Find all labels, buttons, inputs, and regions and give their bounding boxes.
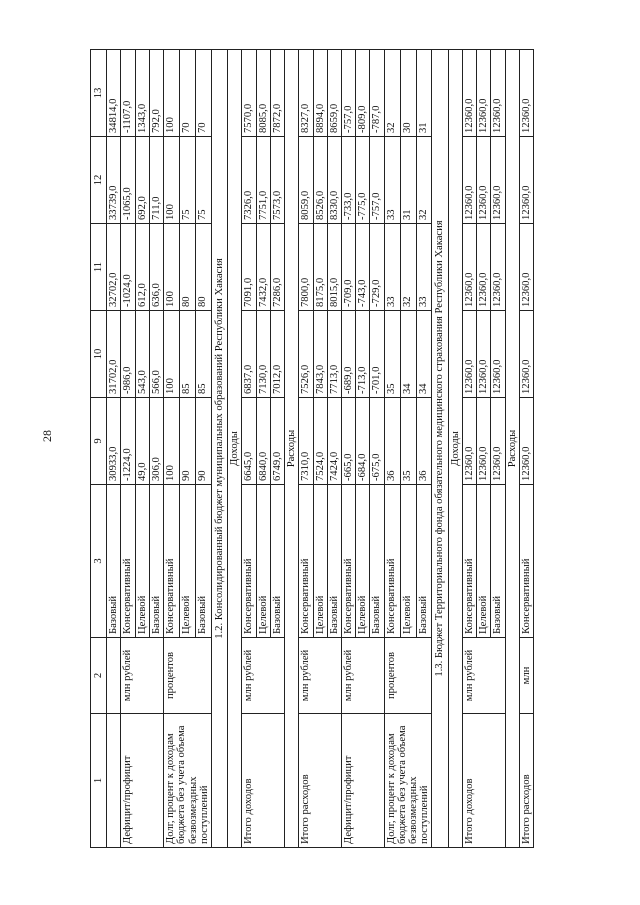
scenario-label: Базовый bbox=[491, 485, 505, 638]
scenario-label: Целевой bbox=[135, 485, 149, 638]
table-row bbox=[519, 50, 533, 848]
value-cell: 12360,0 bbox=[491, 137, 505, 224]
value-cell: 7800,0 bbox=[299, 224, 313, 311]
value-cell: 75 bbox=[180, 137, 196, 224]
indicator-label bbox=[107, 714, 121, 848]
value-cell: 34 bbox=[400, 311, 416, 398]
value-cell: 6645,0 bbox=[242, 398, 256, 485]
page-number: 28 bbox=[40, 430, 54, 442]
scenario-label: Базовый bbox=[416, 485, 432, 638]
unit-label: процентов bbox=[164, 638, 212, 714]
scenario-label: Консервативный bbox=[384, 485, 400, 638]
subsection-row bbox=[228, 50, 242, 848]
value-cell: 33 bbox=[384, 224, 400, 311]
value-cell: 566,0 bbox=[149, 311, 163, 398]
value-cell: 7872,0 bbox=[270, 50, 284, 137]
value-cell: 12360,0 bbox=[519, 311, 533, 398]
value-cell: 12360,0 bbox=[491, 224, 505, 311]
value-cell: 8330,0 bbox=[327, 137, 341, 224]
value-cell: 7526,0 bbox=[299, 311, 313, 398]
subsection-title: Доходы bbox=[448, 50, 462, 848]
value-cell: 31702,0 bbox=[107, 311, 121, 398]
unit-label: млн рублей bbox=[462, 638, 505, 714]
value-cell: 32 bbox=[384, 50, 400, 137]
column-header: 3 bbox=[91, 485, 107, 638]
value-cell: 7570,0 bbox=[242, 50, 256, 137]
value-cell: 12360,0 bbox=[519, 50, 533, 137]
value-cell: 792,0 bbox=[149, 50, 163, 137]
value-cell: -775,0 bbox=[356, 137, 370, 224]
value-cell: 90 bbox=[180, 398, 196, 485]
scenario-label: Целевой bbox=[356, 485, 370, 638]
value-cell: -743,0 bbox=[356, 224, 370, 311]
value-cell: -809,0 bbox=[356, 50, 370, 137]
value-cell: 7310,0 bbox=[299, 398, 313, 485]
value-cell: 8175,0 bbox=[313, 224, 327, 311]
value-cell: 49,0 bbox=[135, 398, 149, 485]
table-row bbox=[107, 50, 121, 848]
value-cell: 7326,0 bbox=[242, 137, 256, 224]
value-cell: 70 bbox=[196, 50, 212, 137]
column-header: 11 bbox=[91, 224, 107, 311]
scenario-label: Базовый bbox=[370, 485, 384, 638]
value-cell: 12360,0 bbox=[477, 224, 491, 311]
scenario-label: Консервативный bbox=[519, 485, 533, 638]
value-cell: -729,0 bbox=[370, 224, 384, 311]
value-cell: 34814,0 bbox=[107, 50, 121, 137]
value-cell: 32702,0 bbox=[107, 224, 121, 311]
column-header: 10 bbox=[91, 311, 107, 398]
value-cell: -1107,0 bbox=[121, 50, 135, 137]
value-cell: 7713,0 bbox=[327, 311, 341, 398]
value-cell: 33739,0 bbox=[107, 137, 121, 224]
unit-label: млн рублей bbox=[121, 638, 164, 714]
value-cell: -1224,0 bbox=[121, 398, 135, 485]
scenario-label: Базовый bbox=[107, 485, 121, 638]
value-cell: -986,0 bbox=[121, 311, 135, 398]
scenario-label: Целевой bbox=[180, 485, 196, 638]
value-cell: 8659,0 bbox=[327, 50, 341, 137]
unit-label: млн рублей bbox=[299, 638, 342, 714]
value-cell: 31 bbox=[416, 50, 432, 137]
value-cell: -1024,0 bbox=[121, 224, 135, 311]
subsection-row bbox=[448, 50, 462, 848]
indicator-label: Итого расходов bbox=[299, 714, 342, 848]
table-row bbox=[341, 50, 355, 848]
value-cell: 30 bbox=[400, 50, 416, 137]
value-cell: 8085,0 bbox=[256, 50, 270, 137]
value-cell: 85 bbox=[180, 311, 196, 398]
value-cell: 7012,0 bbox=[270, 311, 284, 398]
indicator-label: Дефицит/профицит bbox=[341, 714, 384, 848]
section-title: 1.3. Бюджет Территориального фонда обязательного медицинского страхования Республики Хакасия bbox=[432, 50, 448, 848]
column-header: 13 bbox=[91, 50, 107, 137]
value-cell: -757,0 bbox=[341, 50, 355, 137]
value-cell: 12360,0 bbox=[519, 398, 533, 485]
subsection-row bbox=[285, 50, 299, 848]
scenario-label: Базовый bbox=[149, 485, 163, 638]
value-cell: 100 bbox=[164, 224, 180, 311]
scenario-label: Базовый bbox=[327, 485, 341, 638]
value-cell: 100 bbox=[164, 398, 180, 485]
section-title: 1.2. Консолидированный бюджет муниципальных образований Республики Хакасия bbox=[211, 50, 227, 848]
value-cell: 7751,0 bbox=[256, 137, 270, 224]
value-cell: 8015,0 bbox=[327, 224, 341, 311]
forecast-table bbox=[90, 49, 534, 848]
value-cell: -733,0 bbox=[341, 137, 355, 224]
value-cell: 6837,0 bbox=[242, 311, 256, 398]
value-cell: 711,0 bbox=[149, 137, 163, 224]
value-cell: -1065,0 bbox=[121, 137, 135, 224]
value-cell: 12360,0 bbox=[519, 137, 533, 224]
value-cell: -701,0 bbox=[370, 311, 384, 398]
value-cell: 1343,0 bbox=[135, 50, 149, 137]
subsection-title: Расходы bbox=[285, 50, 299, 848]
value-cell: 100 bbox=[164, 311, 180, 398]
section-row bbox=[432, 50, 448, 848]
value-cell: 8894,0 bbox=[313, 50, 327, 137]
scenario-label: Базовый bbox=[270, 485, 284, 638]
table-row bbox=[164, 50, 180, 848]
indicator-label: Итого доходов bbox=[462, 714, 505, 848]
value-cell: 12360,0 bbox=[462, 137, 476, 224]
value-cell: 31 bbox=[400, 137, 416, 224]
value-cell: 33 bbox=[384, 137, 400, 224]
value-cell: 36 bbox=[416, 398, 432, 485]
indicator-label: Долг, процент к доходам бюджета без учета объема безвозмездных поступлений bbox=[164, 714, 212, 848]
value-cell: -709,0 bbox=[341, 224, 355, 311]
value-cell: 70 bbox=[180, 50, 196, 137]
value-cell: 7130,0 bbox=[256, 311, 270, 398]
scenario-label: Консервативный bbox=[242, 485, 256, 638]
value-cell: 7573,0 bbox=[270, 137, 284, 224]
subsection-row bbox=[505, 50, 519, 848]
value-cell: 12360,0 bbox=[491, 398, 505, 485]
indicator-label: Дефицит/профицит bbox=[121, 714, 164, 848]
value-cell: -665,0 bbox=[341, 398, 355, 485]
scenario-label: Целевой bbox=[477, 485, 491, 638]
value-cell: -713,0 bbox=[356, 311, 370, 398]
value-cell: 32 bbox=[416, 137, 432, 224]
header-row bbox=[91, 50, 107, 848]
table-row bbox=[299, 50, 313, 848]
value-cell: 12360,0 bbox=[462, 398, 476, 485]
value-cell: 7524,0 bbox=[313, 398, 327, 485]
value-cell: 7432,0 bbox=[256, 224, 270, 311]
scenario-label: Целевой bbox=[256, 485, 270, 638]
value-cell: 80 bbox=[196, 224, 212, 311]
value-cell: 12360,0 bbox=[462, 50, 476, 137]
value-cell: 90 bbox=[196, 398, 212, 485]
unit-label: млн рублей bbox=[242, 638, 285, 714]
scenario-label: Целевой bbox=[313, 485, 327, 638]
value-cell: 692,0 bbox=[135, 137, 149, 224]
value-cell: -757,0 bbox=[370, 137, 384, 224]
value-cell: 306,0 bbox=[149, 398, 163, 485]
value-cell: 6840,0 bbox=[256, 398, 270, 485]
value-cell: 33 bbox=[416, 224, 432, 311]
value-cell: 12360,0 bbox=[462, 224, 476, 311]
value-cell: 100 bbox=[164, 137, 180, 224]
value-cell: 8327,0 bbox=[299, 50, 313, 137]
value-cell: 543,0 bbox=[135, 311, 149, 398]
indicator-label: Итого расходов bbox=[519, 714, 533, 848]
scenario-label: Целевой bbox=[400, 485, 416, 638]
section-row bbox=[211, 50, 227, 848]
subsection-title: Расходы bbox=[505, 50, 519, 848]
column-header: 12 bbox=[91, 137, 107, 224]
value-cell: 12360,0 bbox=[477, 50, 491, 137]
value-cell: 7424,0 bbox=[327, 398, 341, 485]
value-cell: 34 bbox=[416, 311, 432, 398]
table-row bbox=[384, 50, 400, 848]
value-cell: 80 bbox=[180, 224, 196, 311]
column-header: 2 bbox=[91, 638, 107, 714]
column-header: 9 bbox=[91, 398, 107, 485]
scenario-label: Консервативный bbox=[164, 485, 180, 638]
scenario-label: Консервативный bbox=[299, 485, 313, 638]
table-row bbox=[462, 50, 476, 848]
value-cell: 12360,0 bbox=[462, 311, 476, 398]
value-cell: 36 bbox=[384, 398, 400, 485]
scenario-label: Консервативный bbox=[462, 485, 476, 638]
value-cell: 30933,0 bbox=[107, 398, 121, 485]
value-cell: 12360,0 bbox=[491, 311, 505, 398]
unit-label: млн рублей bbox=[341, 638, 384, 714]
value-cell: 12360,0 bbox=[477, 137, 491, 224]
value-cell: -689,0 bbox=[341, 311, 355, 398]
indicator-label: Итого доходов bbox=[242, 714, 285, 848]
value-cell: -787,0 bbox=[370, 50, 384, 137]
value-cell: 35 bbox=[400, 398, 416, 485]
table-row bbox=[121, 50, 135, 848]
value-cell: 32 bbox=[400, 224, 416, 311]
value-cell: 35 bbox=[384, 311, 400, 398]
unit-label: процентов bbox=[384, 638, 432, 714]
value-cell: 612,0 bbox=[135, 224, 149, 311]
rotated-page-content bbox=[90, 50, 620, 848]
value-cell: 7286,0 bbox=[270, 224, 284, 311]
value-cell: 12360,0 bbox=[477, 398, 491, 485]
value-cell: 7091,0 bbox=[242, 224, 256, 311]
scenario-label: Консервативный bbox=[341, 485, 355, 638]
scenario-label: Базовый bbox=[196, 485, 212, 638]
value-cell: 7843,0 bbox=[313, 311, 327, 398]
value-cell: 636,0 bbox=[149, 224, 163, 311]
forecast-table-body bbox=[91, 50, 534, 848]
table-row bbox=[242, 50, 256, 848]
value-cell: 75 bbox=[196, 137, 212, 224]
column-header: 1 bbox=[91, 714, 107, 848]
scenario-label: Консервативный bbox=[121, 485, 135, 638]
value-cell: 12360,0 bbox=[477, 311, 491, 398]
value-cell: 12360,0 bbox=[491, 50, 505, 137]
unit-label bbox=[107, 638, 121, 714]
value-cell: 100 bbox=[164, 50, 180, 137]
indicator-label: Долг, процент к доходам бюджета без учета объема безвозмездных поступлений bbox=[384, 714, 432, 848]
value-cell: 85 bbox=[196, 311, 212, 398]
value-cell: -675,0 bbox=[370, 398, 384, 485]
value-cell: 6749,0 bbox=[270, 398, 284, 485]
unit-label: млн bbox=[519, 638, 533, 714]
value-cell: 8059,0 bbox=[299, 137, 313, 224]
value-cell: 8526,0 bbox=[313, 137, 327, 224]
value-cell: -684,0 bbox=[356, 398, 370, 485]
subsection-title: Доходы bbox=[228, 50, 242, 848]
value-cell: 12360,0 bbox=[519, 224, 533, 311]
